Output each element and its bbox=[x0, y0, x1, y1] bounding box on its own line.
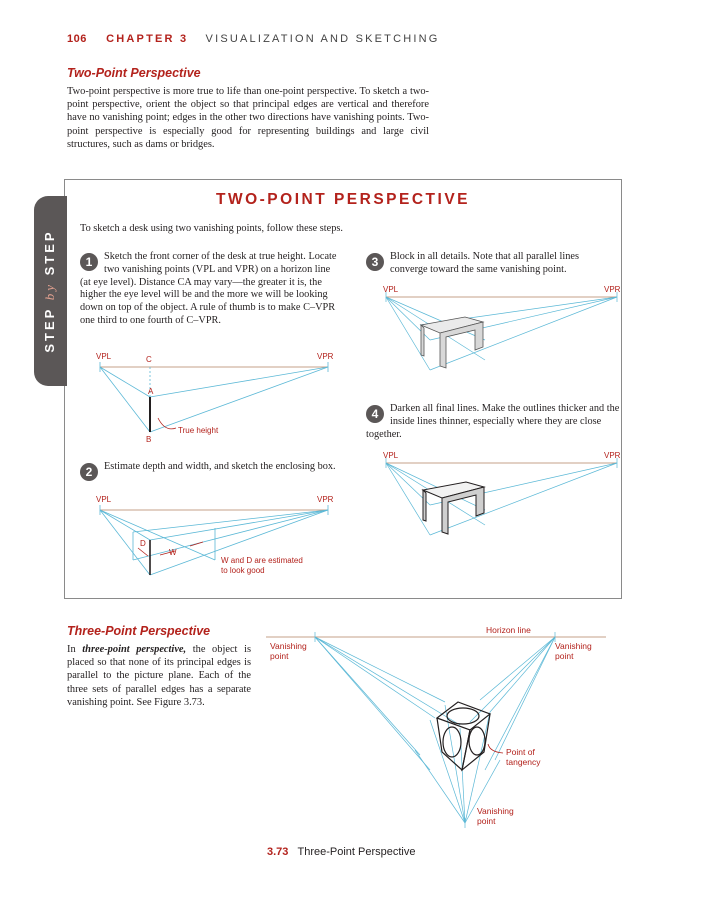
vp-bottom-label-1: Vanishing bbox=[477, 806, 514, 816]
tangency-label-2: tangency bbox=[506, 757, 541, 767]
tangency-label-1: Point of bbox=[506, 747, 535, 757]
fig2-d: D bbox=[140, 539, 146, 548]
vp-left-label-2: point bbox=[270, 651, 289, 661]
three-point-para-rest: the object is placed so that none of its principal edges is parallel to the picture plane. Each of the three sets of parallel edges has a separate vanishing point. See Figure 3.73. bbox=[67, 644, 251, 708]
vp-right-label-1: Vanishing bbox=[555, 641, 592, 651]
step-4-number: 4 bbox=[366, 405, 384, 423]
chapter-title: VISUALIZATION AND SKETCHING bbox=[205, 33, 440, 45]
three-point-heading: Three-Point Perspective bbox=[67, 624, 211, 638]
vp-bottom-label-2: point bbox=[477, 816, 496, 826]
fig1-a: A bbox=[148, 387, 154, 396]
tab-word-step-2: STEP bbox=[42, 229, 57, 276]
vp-left-label-1: Vanishing bbox=[270, 641, 307, 651]
horizon-line-label: Horizon line bbox=[486, 625, 531, 635]
fig2-note-1: W and D are estimated bbox=[221, 556, 303, 565]
fig1-c: C bbox=[146, 355, 152, 364]
figure-number: 3.73 bbox=[267, 846, 289, 858]
figure-caption bbox=[267, 846, 415, 858]
step-1-number: 1 bbox=[80, 253, 98, 271]
fig1-vpr: VPR bbox=[317, 352, 334, 361]
fig1-vpl: VPL bbox=[96, 352, 112, 361]
fig3-vpr: VPR bbox=[604, 285, 621, 294]
fig4-vpr: VPR bbox=[604, 451, 621, 460]
step-2-number: 2 bbox=[80, 463, 98, 481]
fig4-vpl: VPL bbox=[383, 451, 399, 460]
fig3-vpl: VPL bbox=[383, 285, 399, 294]
step-1-text: Sketch the front corner of the desk at true height. Locate two vanishing points (VPL and VPR) on a horizon line (at eye level). Distance CA may vary—the greater it is, the higher the eye level will be and the more we will be looking down on top of the object. A rule of thumb is to make C–VPR one third to one fourth of C–VPR. bbox=[80, 251, 337, 326]
vp-right-label-2: point bbox=[555, 651, 574, 661]
chapter-label: CHAPTER 3 bbox=[106, 33, 189, 45]
fig1-b: B bbox=[146, 435, 152, 444]
fig1-true-height: True height bbox=[178, 426, 219, 435]
box-intro: To sketch a desk using two vanishing points, follow these steps. bbox=[80, 223, 343, 234]
figure-caption-text: Three-Point Perspective bbox=[297, 846, 416, 858]
three-point-para-intro: In bbox=[67, 644, 83, 655]
tab-word-by: by bbox=[42, 281, 57, 301]
fig2-vpl: VPL bbox=[96, 495, 112, 504]
box-title: TWO-POINT PERSPECTIVE bbox=[215, 191, 470, 208]
three-point-term: three-point perspective, bbox=[82, 644, 187, 655]
fig2-vpr: VPR bbox=[317, 495, 334, 504]
step-4-text: Darken all final lines. Make the outlines thicker and the inside lines thinner, especially where they are close together. bbox=[366, 403, 620, 440]
step-2-text: Estimate depth and width, and sketch the enclosing box. bbox=[104, 461, 336, 472]
three-point-cube bbox=[437, 702, 490, 770]
fig2-w: W bbox=[169, 548, 177, 557]
step-3-text: Block in all details. Note that all parallel lines converge toward the same vanishing point. bbox=[390, 251, 580, 275]
two-point-heading: Two-Point Perspective bbox=[67, 66, 201, 80]
fig2-note-2: to look good bbox=[221, 566, 265, 575]
two-point-paragraph: Two-point perspective is more true to life than one-point perspective. To sketch a two-point perspective, orient the object so that principal edges are vertical and therefore have no vanishing point; edges in the other two directions have vanishing points. Two-point perspective is especially good for representing buildings and large civil structures, such as dams or bridges. bbox=[67, 86, 429, 150]
tab-word-step: STEP bbox=[42, 306, 57, 353]
page-number: 106 bbox=[67, 33, 87, 45]
step-3-number: 3 bbox=[366, 253, 384, 271]
